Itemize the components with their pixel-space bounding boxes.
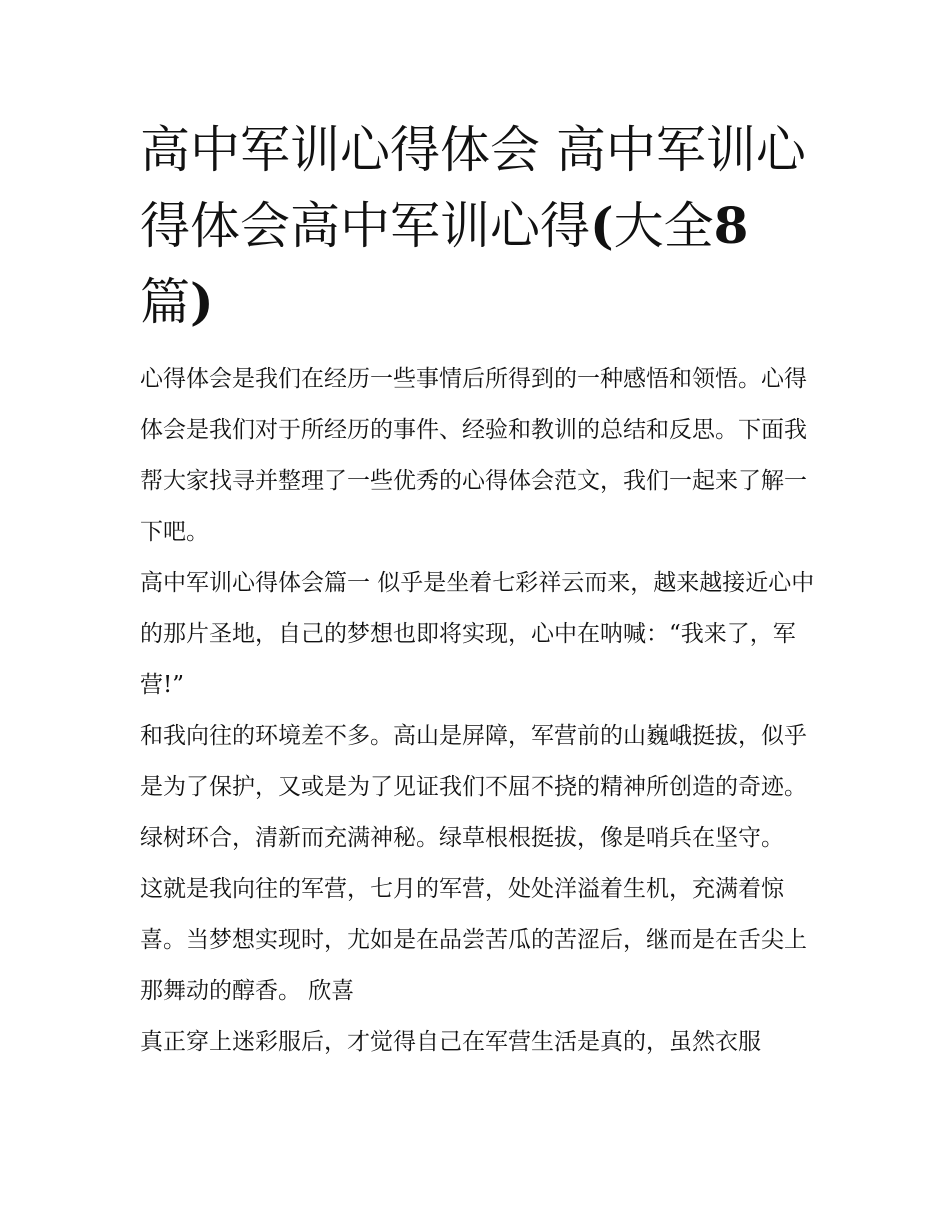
paragraph-uniform: 真正穿上迷彩服后，才觉得自己在军营生活是真的，虽然衣服 bbox=[140, 1029, 761, 1055]
document-body bbox=[140, 112, 815, 1068]
paragraph-intro: 心得体会是我们在经历一些事情后所得到的一种感悟和领悟。心得体会是我们对于所经历的事件、经验和教训的总结和反思。下面我帮大家找寻并整理了一些优秀的心得体会范文，我们一起来了解一下吧。 bbox=[140, 366, 807, 545]
document-title: 高中军训心得体会 高中军训心得体会高中军训心得(大全8篇) bbox=[140, 121, 806, 331]
paragraph-military-camp: 这就是我向往的军营，七月的军营，处处洋溢着生机，充满着惊喜。当梦想实现时，尤如是在品尝苦瓜的苦涩后，继而是在舌尖上那舞动的醇香。 欣喜 bbox=[140, 876, 807, 1004]
paragraph-essay-one-opening: 高中军训心得体会篇一 似乎是坐着七彩祥云而来，越来越接近心中的那片圣地，自己的梦想也即将实现，心中在呐喊：“我来了，军营!” bbox=[140, 570, 815, 698]
paragraph-environment: 和我向往的环境差不多。高山是屏障，军营前的山巍峨挺拔，似乎是为了保护，又或是为了见证我们不屈不挠的精神所创造的奇迹。绿树环合，清新而充满神秘。绿草根根挺拔，像是哨兵在坚守。 bbox=[140, 723, 807, 851]
